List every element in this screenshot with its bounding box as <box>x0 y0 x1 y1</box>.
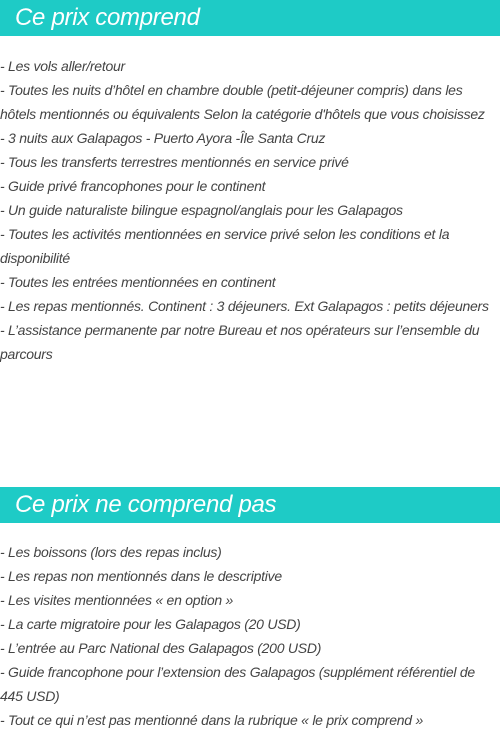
list-item: - 3 nuits aux Galapagos - Puerto Ayora -Île Santa Cruz <box>0 130 326 146</box>
list-item: - Toutes les nuits d’hôtel en chambre double (petit-déjeuner compris) dans les hôtels mentionnés ou équivalents Selon la catégorie d'hôtels que vous choisissez <box>0 82 485 122</box>
list-item: - Les visites mentionnées « en option » <box>0 592 234 608</box>
list-item: - Les boissons (lors des repas inclus) <box>0 544 222 560</box>
included-list <box>0 54 500 366</box>
list-item: - Un guide naturaliste bilingue espagnol/anglais pour les Galapagos <box>0 202 403 218</box>
list-item: - Les vols aller/retour <box>0 58 125 74</box>
excluded-list <box>0 540 500 732</box>
list-item: - Toutes les entrées mentionnées en continent <box>0 274 276 290</box>
list-item: - Les repas non mentionnés dans le descriptive <box>0 568 282 584</box>
list-item: - Tous les transferts terrestres mentionnés en service privé <box>0 154 349 170</box>
list-item: - Toutes les activités mentionnées en service privé selon les conditions et la disponibilité <box>0 226 450 266</box>
list-item: - Les repas mentionnés. Continent : 3 déjeuners. Ext Galapagos : petits déjeuners <box>0 298 489 314</box>
excluded-section-title: Ce prix ne comprend pas <box>15 491 277 518</box>
included-section-header <box>0 0 500 36</box>
included-section-title: Ce prix comprend <box>15 4 200 31</box>
list-item: - Tout ce qui n’est pas mentionné dans la rubrique « le prix comprend » <box>0 712 423 728</box>
list-item: - L’entrée au Parc National des Galapagos (200 USD) <box>0 640 322 656</box>
list-item: - La carte migratoire pour les Galapagos (20 USD) <box>0 616 301 632</box>
excluded-section-header <box>0 487 500 523</box>
list-item: - L’assistance permanente par notre Bureau et nos opérateurs sur l’ensemble du parcours <box>0 322 480 362</box>
list-item: - Guide privé francophones pour le continent <box>0 178 266 194</box>
list-item: - Guide francophone pour l’extension des Galapagos (supplément référentiel de 445 USD) <box>0 664 475 704</box>
